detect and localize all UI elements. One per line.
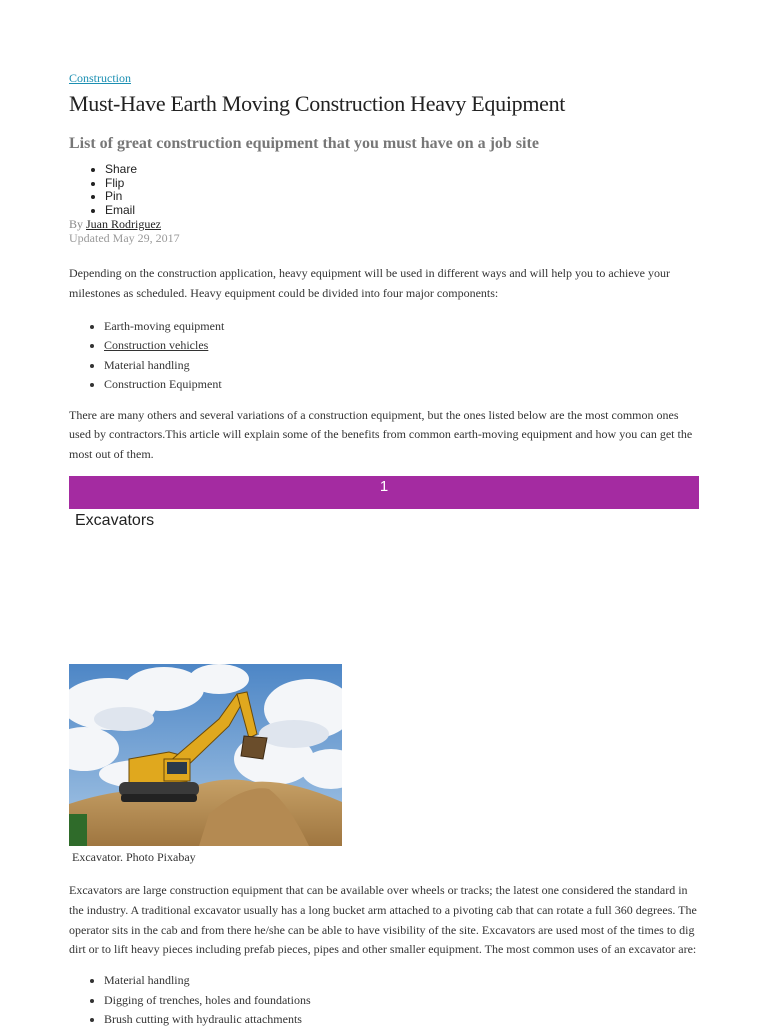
list-item: • Construction Equipment <box>104 375 699 395</box>
email-button[interactable]: • Email <box>105 204 699 218</box>
article <box>69 69 699 532</box>
list-item: • Brush cutting with hydraulic attachments <box>104 1010 699 1030</box>
byline <box>69 217 699 231</box>
section-body <box>69 881 699 1030</box>
excavator-uses-list <box>69 971 699 1030</box>
article-title: Must-Have Earth Moving Construction Heavy Equipment <box>69 91 566 116</box>
article-subtitle: List of great construction equipment that you must have on a job site <box>69 135 539 152</box>
section-number: 1 <box>379 477 389 495</box>
intro-paragraph: Depending on the construction application, heavy equipment will be used in different ways and will help you to achieve your milestones as scheduled. Heavy equipment could be divided into four major components: <box>69 266 670 300</box>
section-title: Excavators <box>75 511 155 529</box>
category-link[interactable]: Construction <box>69 71 131 85</box>
list-item: • Material handling <box>104 356 699 376</box>
list-item <box>104 336 699 356</box>
excavators-paragraph: Excavators are large construction equipment that can be available over wheels or tracks; the latest one considered the standard in the industry. A traditional excavator usually has a long bucket arm attached to a pivoting cab that can rotate a full 360 degrees. The operator sits in the cab and from there he/she can be able to have visibility of the site. Excavators are used most of the times to dig dirt or to lift heavy pieces including prefab pieces, pipes and other smaller equipment. The most common uses of an excavator are: <box>69 883 697 957</box>
updated-date: Updated May 29, 2017 <box>69 231 180 245</box>
pin-button[interactable]: • Pin <box>105 190 699 204</box>
list-item: • Material handling <box>104 971 699 991</box>
list-item: • Earth-moving equipment <box>104 317 699 337</box>
share-menu <box>69 163 699 217</box>
components-list <box>69 317 699 395</box>
list-item: • Digging of trenches, holes and foundations <box>104 991 699 1011</box>
flip-button[interactable]: • Flip <box>105 177 699 191</box>
byline-prefix: By <box>69 217 87 231</box>
variations-paragraph: There are many others and several variations of a construction equipment, but the ones listed below are the most common ones used by contractors.This article will explain some of the benefits from common earth-moving equipment and how you can get the most out of them. <box>69 407 693 462</box>
share-button[interactable]: • Share <box>105 163 699 177</box>
construction-vehicles-link[interactable]: Construction vehicles <box>104 338 209 353</box>
author-link[interactable]: Juan Rodriguez <box>86 217 161 231</box>
photo-caption: Excavator. Photo Pixabay <box>72 850 196 864</box>
section-number-bar <box>69 476 699 509</box>
excavator-photo <box>69 664 342 846</box>
